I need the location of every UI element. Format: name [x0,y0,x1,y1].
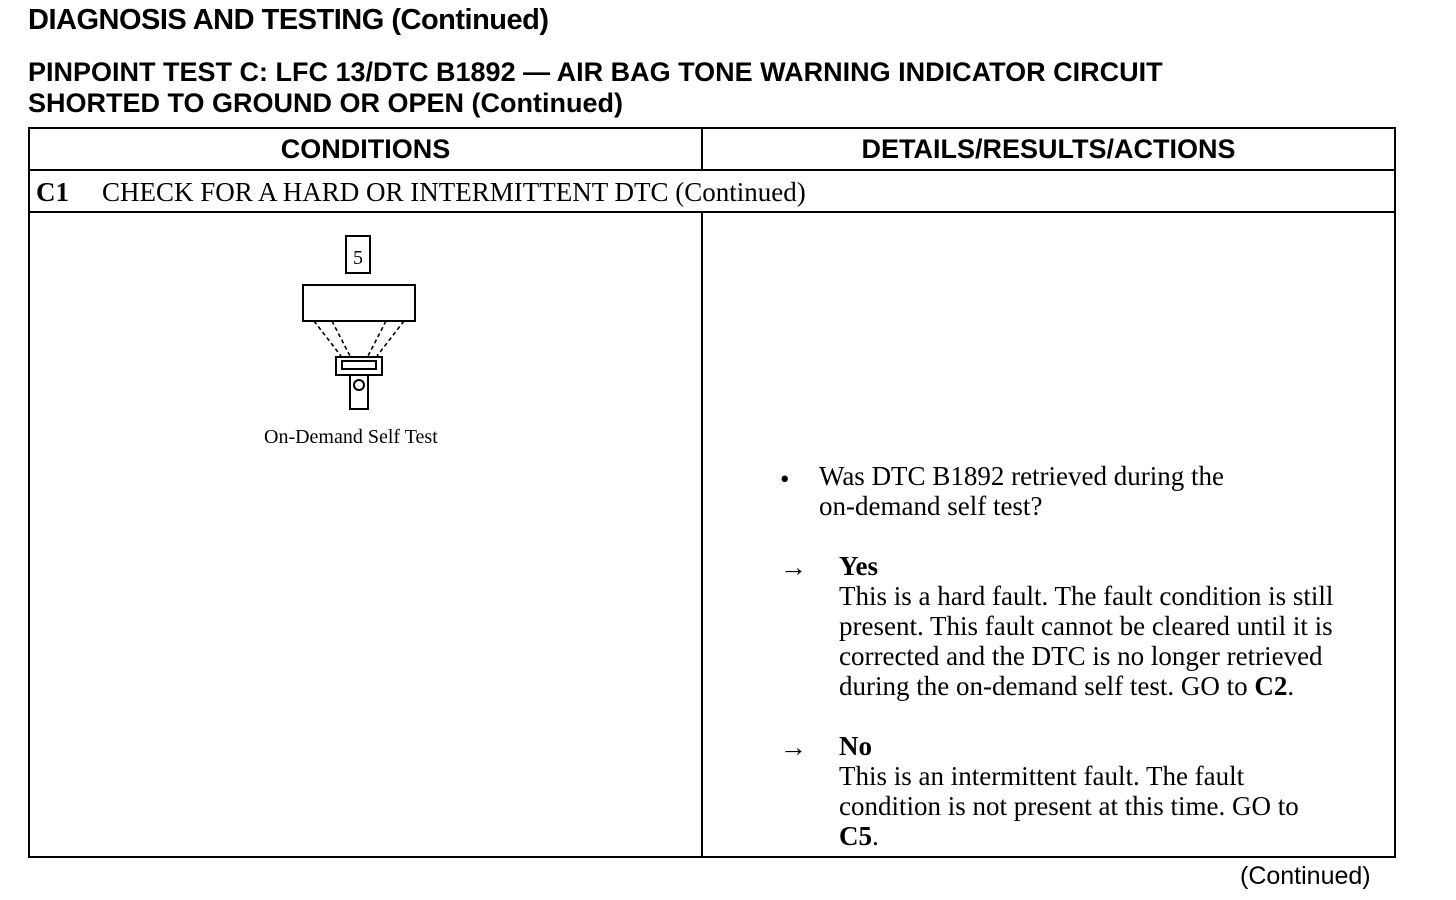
pinpoint-test-table [28,127,1396,858]
pinpoint-test-title [28,57,1408,119]
details-column-header: DETAILS/RESULTS/ACTIONS [861,134,1236,164]
test-title-line-1: PINPOINT TEST C: LFC 13/DTC B1892 — AIR BAG TONE WARNING INDICATOR CIRCUIT [28,57,1163,87]
header-divider [30,169,1394,171]
step-box-label: 5 [353,247,363,269]
diagram-caption: On-Demand Self Test [264,426,438,448]
connector-icon [336,357,382,409]
no-result: No This is an intermittent fault. The fault condition is not present at this time. GO to C5. [839,731,1299,851]
conditions-column-header: CONDITIONS [280,134,451,164]
scan-tool-icon [303,285,415,356]
step-row [36,177,806,208]
question-text: Was DTC B1892 retrieved during the on-demand self test? [819,461,1224,521]
column-divider-body [701,211,703,856]
step-row-divider [30,211,1394,213]
yes-arrow-icon: → [780,552,807,582]
page-title: DIAGNOSIS AND TESTING (Continued) [28,4,549,36]
test-title-line-2: SHORTED TO GROUND OR OPEN (Continued) [28,88,623,118]
step-title: CHECK FOR A HARD OR INTERMITTENT DTC (Continued) [102,177,806,207]
continued-footer: (Continued) [1240,862,1371,890]
goto-c5-link: C5 [839,821,872,851]
no-label: No [839,731,872,761]
step-box [346,236,370,273]
yes-result: Yes This is a hard fault. The fault condition is still present. This fault cannot be cleared until it is corrected and the DTC is no longer retrieved during the on-demand self test. GO to C2. [839,551,1334,701]
step-number: C1 [36,177,69,207]
bullet: • [780,464,790,494]
yes-label: Yes [839,551,878,581]
no-arrow-icon: → [780,732,807,762]
goto-c2-link: C2 [1254,671,1288,701]
self-test-diagram [300,231,440,416]
